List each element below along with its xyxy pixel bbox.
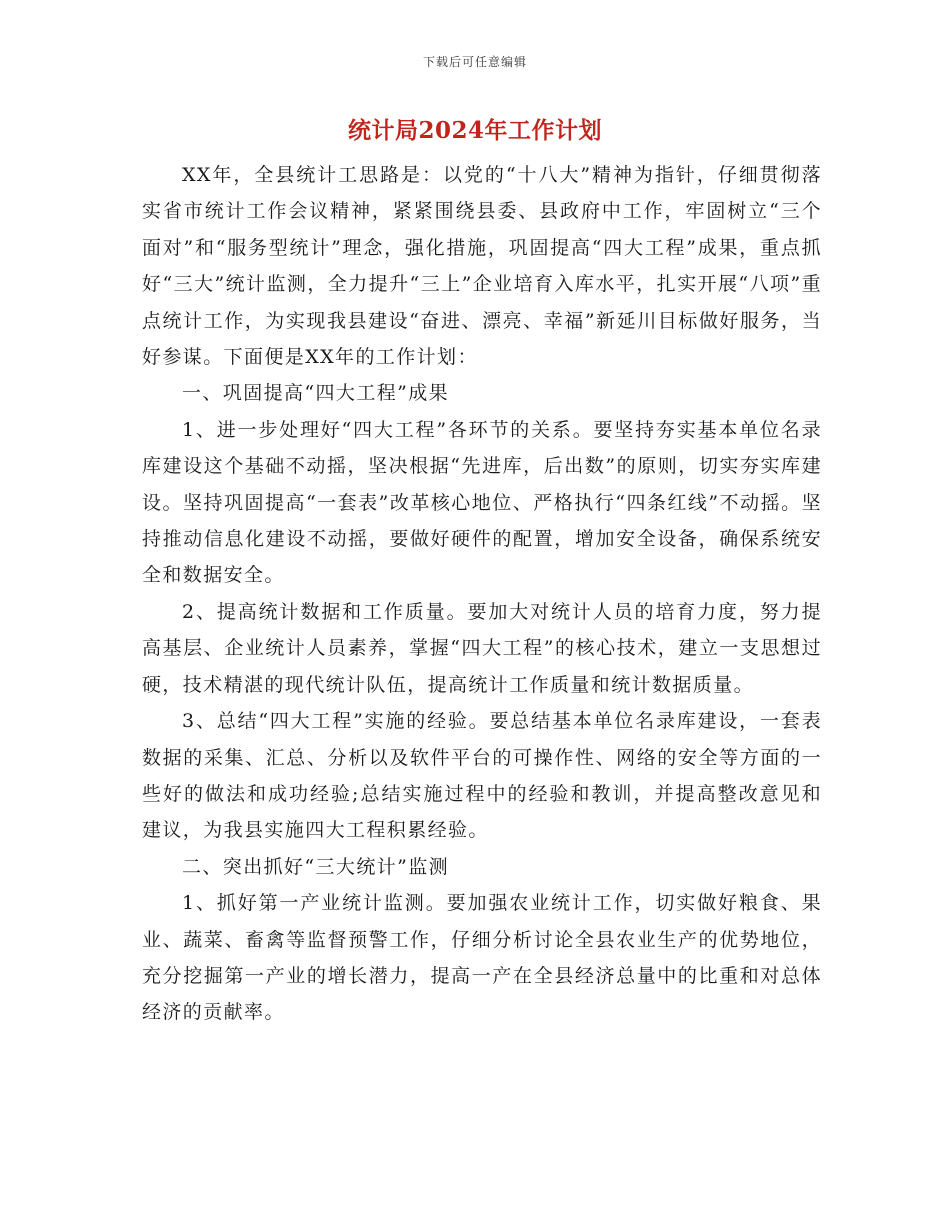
- section-1-heading: 一、巩固提高“四大工程”成果: [182, 382, 450, 405]
- intro-paragraph: XX年，全县统计工思路是：以党的“十八大”精神为指针，仔细贯彻落实省市统计工作会议精神，紧紧围绕县委、县政府中工作，牢固树立“三个面对”和“服务型统计”理念，强化措施，巩固提高“四大工程”成果，重点抓好“三大”统计监测，全力提升“三上”企业培育入库水平，扎实开展“八项”重点统计工作，为实现我县建设“奋进、漂亮、幸福”新延川目标做好服务，当好参谋。下面便是XX年的工作计划：: [142, 164, 822, 369]
- document-body: [142, 157, 822, 1031]
- section-2-heading: 二、突出抓好“三大统计”监测: [182, 855, 450, 878]
- section-1-item-2: 2、提高统计数据和工作质量。要加大对统计人员的培育力度，努力提高基层、企业统计人员素养，掌握“四大工程”的核心技术，建立一支思想过硬，技术精湛的现代统计队伍，提高统计工作质量和统计数据质量。: [142, 600, 822, 696]
- section-1-item-3: 3、总结“四大工程”实施的经验。要总结基本单位名录库建设，一套表数据的采集、汇总、分析以及软件平台的可操作性、网络的安全等方面的一些好的做法和成功经验;总结实施过程中的经验和教训，并提高整改意见和建议，为我县实施四大工程积累经验。: [142, 710, 822, 842]
- document-title: 统计局2024年工作计划: [347, 117, 602, 144]
- section-2-item-1: 1、抓好第一产业统计监测。要加强农业统计工作，切实做好粮食、果业、蔬菜、畜禽等监督预警工作，仔细分析讨论全县农业生产的优势地位，充分挖掘第一产业的增长潜力，提高一产在全县经济总量中的比重和对总体经济的贡献率。: [142, 892, 822, 1024]
- header-note: 下载后可任意编辑: [422, 55, 527, 69]
- section-1-item-1: 1、进一步处理好“四大工程”各环节的关系。要坚持夯实基本单位名录库建设这个基础不动摇，坚决根据“先进库，后出数”的原则，切实夯实库建设。坚持巩固提高“一套表”改革核心地位、严格执行“四条红线”不动摇。坚持推动信息化建设不动摇，要做好硬件的配置，增加安全设备，确保系统安全和数据安全。: [142, 418, 822, 587]
